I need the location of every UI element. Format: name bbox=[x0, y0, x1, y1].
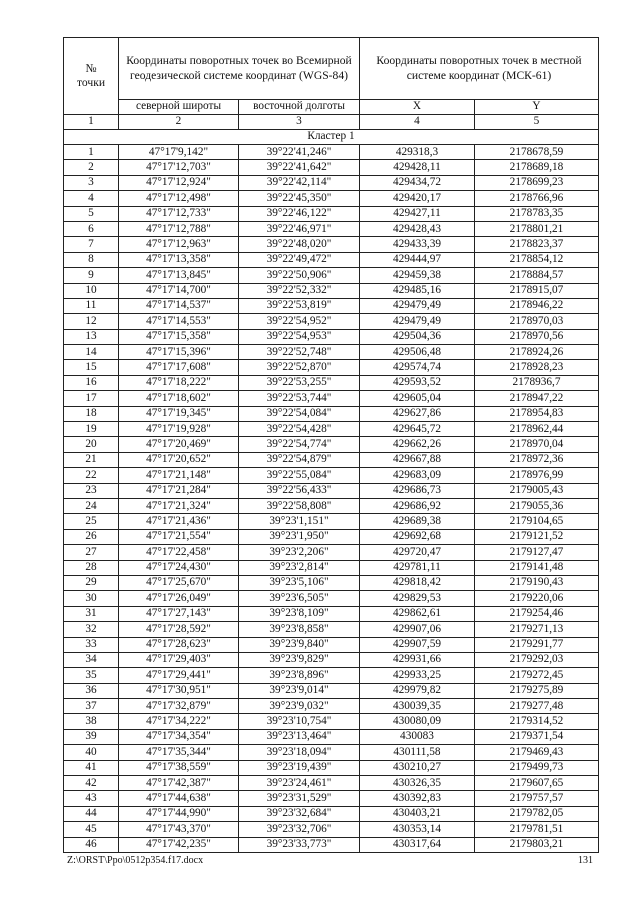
latitude-cell: 47°17'14,537" bbox=[119, 298, 239, 313]
longitude-cell: 39°23'32,706" bbox=[239, 822, 360, 837]
latitude-cell: 47°17'42,235" bbox=[119, 837, 239, 852]
point-number: 6 bbox=[64, 221, 119, 236]
latitude-cell: 47°17'9,142" bbox=[119, 145, 239, 160]
table-row bbox=[64, 406, 599, 421]
point-number: 1 bbox=[64, 145, 119, 160]
longitude-cell: 39°22'41,642" bbox=[239, 160, 360, 175]
x-cell: 429662,26 bbox=[360, 437, 475, 452]
y-cell: 2179271,13 bbox=[475, 622, 599, 637]
table-row bbox=[64, 514, 599, 529]
latitude-cell: 47°17'25,670" bbox=[119, 575, 239, 590]
x-cell: 429318,3 bbox=[360, 145, 475, 160]
x-cell: 429504,36 bbox=[360, 329, 475, 344]
x-cell: 429593,52 bbox=[360, 375, 475, 390]
x-cell: 429645,72 bbox=[360, 422, 475, 437]
y-cell: 2179757,57 bbox=[475, 791, 599, 806]
latitude-cell: 47°17'30,951" bbox=[119, 683, 239, 698]
table-row bbox=[64, 545, 599, 560]
x-cell: 430080,09 bbox=[360, 714, 475, 729]
point-number: 21 bbox=[64, 452, 119, 467]
x-cell: 429459,38 bbox=[360, 268, 475, 283]
latitude-cell: 47°17'15,396" bbox=[119, 345, 239, 360]
longitude-cell: 39°23'9,032" bbox=[239, 699, 360, 714]
x-cell: 429931,66 bbox=[360, 652, 475, 667]
point-number: 42 bbox=[64, 776, 119, 791]
latitude-cell: 47°17'24,430" bbox=[119, 560, 239, 575]
latitude-cell: 47°17'12,924" bbox=[119, 175, 239, 190]
table-row bbox=[64, 160, 599, 175]
y-cell: 2179781,51 bbox=[475, 822, 599, 837]
latitude-cell: 47°17'44,638" bbox=[119, 791, 239, 806]
subheader-row bbox=[64, 100, 599, 115]
table-row bbox=[64, 375, 599, 390]
table-row bbox=[64, 452, 599, 467]
table-row bbox=[64, 145, 599, 160]
x-cell: 429683,09 bbox=[360, 468, 475, 483]
y-cell: 2179127,47 bbox=[475, 545, 599, 560]
x-cell: 429829,53 bbox=[360, 591, 475, 606]
latitude-cell: 47°17'21,148" bbox=[119, 468, 239, 483]
longitude-cell: 39°23'9,840" bbox=[239, 637, 360, 652]
point-number: 17 bbox=[64, 391, 119, 406]
latitude-cell: 47°17'12,963" bbox=[119, 237, 239, 252]
point-number: 33 bbox=[64, 637, 119, 652]
point-number: 28 bbox=[64, 560, 119, 575]
point-number: 41 bbox=[64, 760, 119, 775]
x-cell: 429427,11 bbox=[360, 206, 475, 221]
x-cell: 429605,04 bbox=[360, 391, 475, 406]
longitude-cell: 39°22'54,952" bbox=[239, 314, 360, 329]
table-row bbox=[64, 191, 599, 206]
longitude-cell: 39°23'18,094" bbox=[239, 745, 360, 760]
x-cell: 429907,06 bbox=[360, 622, 475, 637]
latitude-cell: 47°17'19,928" bbox=[119, 422, 239, 437]
x-cell: 429720,47 bbox=[360, 545, 475, 560]
x-cell: 429627,86 bbox=[360, 406, 475, 421]
latitude-cell: 47°17'22,458" bbox=[119, 545, 239, 560]
longitude-cell: 39°23'1,151" bbox=[239, 514, 360, 529]
point-number: 32 bbox=[64, 622, 119, 637]
y-cell: 2178947,22 bbox=[475, 391, 599, 406]
y-cell: 2178970,03 bbox=[475, 314, 599, 329]
longitude-cell: 39°22'55,084" bbox=[239, 468, 360, 483]
longitude-cell: 39°22'52,332" bbox=[239, 283, 360, 298]
latitude-cell: 47°17'38,559" bbox=[119, 760, 239, 775]
latitude-cell: 47°17'27,143" bbox=[119, 606, 239, 621]
table-row bbox=[64, 683, 599, 698]
table-row bbox=[64, 529, 599, 544]
y-cell: 2179005,43 bbox=[475, 483, 599, 498]
latitude-cell: 47°17'12,498" bbox=[119, 191, 239, 206]
column-index: 3 bbox=[239, 115, 360, 130]
y-cell: 2179607,65 bbox=[475, 776, 599, 791]
table-row bbox=[64, 437, 599, 452]
y-cell: 2178689,18 bbox=[475, 160, 599, 175]
wgs84-group-header: Координаты поворотных точек во Всемирной геодезической системе координат (WGS-84) bbox=[119, 38, 360, 100]
latitude-cell: 47°17'14,700" bbox=[119, 283, 239, 298]
longitude-cell: 39°22'52,870" bbox=[239, 360, 360, 375]
point-number: 7 bbox=[64, 237, 119, 252]
table-row bbox=[64, 837, 599, 852]
latitude-cell: 47°17'19,345" bbox=[119, 406, 239, 421]
point-number: 29 bbox=[64, 575, 119, 590]
longitude-cell: 39°22'53,744" bbox=[239, 391, 360, 406]
cluster-label: Кластер 1 bbox=[64, 130, 599, 145]
y-cell: 2178970,04 bbox=[475, 437, 599, 452]
table-row bbox=[64, 668, 599, 683]
y-cell: 2178970,56 bbox=[475, 329, 599, 344]
point-number: 34 bbox=[64, 652, 119, 667]
x-cell: 429574,74 bbox=[360, 360, 475, 375]
table-row bbox=[64, 498, 599, 513]
x-cell: 429506,48 bbox=[360, 345, 475, 360]
x-cell: 429933,25 bbox=[360, 668, 475, 683]
latitude-cell: 47°17'21,324" bbox=[119, 498, 239, 513]
x-cell: 429485,16 bbox=[360, 283, 475, 298]
longitude-cell: 39°23'9,829" bbox=[239, 652, 360, 667]
y-cell: 2178976,99 bbox=[475, 468, 599, 483]
cluster-row bbox=[64, 130, 599, 145]
x-cell: 430039,35 bbox=[360, 699, 475, 714]
x-cell: 430403,21 bbox=[360, 806, 475, 821]
longitude-cell: 39°23'8,109" bbox=[239, 606, 360, 621]
table-row bbox=[64, 637, 599, 652]
x-cell: 430317,64 bbox=[360, 837, 475, 852]
table-row bbox=[64, 622, 599, 637]
x-header: X bbox=[360, 100, 475, 115]
latitude-cell: 47°17'43,370" bbox=[119, 822, 239, 837]
longitude-cell: 39°23'24,461" bbox=[239, 776, 360, 791]
msk61-group-header: Координаты поворотных точек в местной системе координат (МСК-61) bbox=[360, 38, 599, 100]
y-cell: 2179272,45 bbox=[475, 668, 599, 683]
latitude-cell: 47°17'20,469" bbox=[119, 437, 239, 452]
point-number: 37 bbox=[64, 699, 119, 714]
latitude-cell: 47°17'42,387" bbox=[119, 776, 239, 791]
point-number: 22 bbox=[64, 468, 119, 483]
point-number: 9 bbox=[64, 268, 119, 283]
page-number: 131 bbox=[578, 855, 593, 866]
y-cell: 2178854,12 bbox=[475, 252, 599, 267]
latitude-cell: 47°17'21,436" bbox=[119, 514, 239, 529]
point-number: 4 bbox=[64, 191, 119, 206]
y-cell: 2178946,22 bbox=[475, 298, 599, 313]
latitude-cell: 47°17'12,788" bbox=[119, 221, 239, 236]
longitude-cell: 39°23'2,814" bbox=[239, 560, 360, 575]
y-cell: 2178801,21 bbox=[475, 221, 599, 236]
x-cell: 429420,17 bbox=[360, 191, 475, 206]
latitude-cell: 47°17'35,344" bbox=[119, 745, 239, 760]
table-row bbox=[64, 591, 599, 606]
table-row bbox=[64, 575, 599, 590]
y-cell: 2179220,06 bbox=[475, 591, 599, 606]
x-cell: 429781,11 bbox=[360, 560, 475, 575]
y-cell: 2179055,36 bbox=[475, 498, 599, 513]
y-cell: 2179190,43 bbox=[475, 575, 599, 590]
point-number: 12 bbox=[64, 314, 119, 329]
x-cell: 430210,27 bbox=[360, 760, 475, 775]
longitude-cell: 39°22'46,122" bbox=[239, 206, 360, 221]
longitude-header: восточной долготы bbox=[239, 100, 360, 115]
coordinates-table bbox=[63, 37, 599, 853]
x-cell: 429862,61 bbox=[360, 606, 475, 621]
table-row bbox=[64, 745, 599, 760]
longitude-cell: 39°22'50,906" bbox=[239, 268, 360, 283]
longitude-cell: 39°23'31,529" bbox=[239, 791, 360, 806]
latitude-cell: 47°17'34,354" bbox=[119, 729, 239, 744]
y-cell: 2178954,83 bbox=[475, 406, 599, 421]
longitude-cell: 39°22'58,808" bbox=[239, 498, 360, 513]
x-cell: 430083 bbox=[360, 729, 475, 744]
y-cell: 2178766,96 bbox=[475, 191, 599, 206]
table-row bbox=[64, 714, 599, 729]
x-cell: 429818,42 bbox=[360, 575, 475, 590]
table-row bbox=[64, 175, 599, 190]
point-number: 20 bbox=[64, 437, 119, 452]
y-header: Y bbox=[475, 100, 599, 115]
point-number: 40 bbox=[64, 745, 119, 760]
latitude-cell: 47°17'21,554" bbox=[119, 529, 239, 544]
y-cell: 2179277,48 bbox=[475, 699, 599, 714]
point-number: 18 bbox=[64, 406, 119, 421]
table-row bbox=[64, 560, 599, 575]
table-row bbox=[64, 422, 599, 437]
latitude-cell: 47°17'18,222" bbox=[119, 375, 239, 390]
y-cell: 2179292,03 bbox=[475, 652, 599, 667]
point-number-header bbox=[64, 38, 119, 115]
longitude-cell: 39°22'54,428" bbox=[239, 422, 360, 437]
longitude-cell: 39°23'8,896" bbox=[239, 668, 360, 683]
point-number: 31 bbox=[64, 606, 119, 621]
point-number: 3 bbox=[64, 175, 119, 190]
table-row bbox=[64, 483, 599, 498]
point-number: 11 bbox=[64, 298, 119, 313]
x-cell: 429433,39 bbox=[360, 237, 475, 252]
longitude-cell: 39°23'8,858" bbox=[239, 622, 360, 637]
table-row bbox=[64, 252, 599, 267]
y-cell: 2178678,59 bbox=[475, 145, 599, 160]
x-cell: 430392,83 bbox=[360, 791, 475, 806]
x-cell: 430111,58 bbox=[360, 745, 475, 760]
y-cell: 2178962,44 bbox=[475, 422, 599, 437]
x-cell: 429907,59 bbox=[360, 637, 475, 652]
column-index: 4 bbox=[360, 115, 475, 130]
longitude-cell: 39°23'32,684" bbox=[239, 806, 360, 821]
latitude-cell: 47°17'44,990" bbox=[119, 806, 239, 821]
longitude-cell: 39°22'52,748" bbox=[239, 345, 360, 360]
y-cell: 2178915,07 bbox=[475, 283, 599, 298]
point-number: 5 bbox=[64, 206, 119, 221]
longitude-cell: 39°22'41,246" bbox=[239, 145, 360, 160]
point-number: 14 bbox=[64, 345, 119, 360]
table-row bbox=[64, 329, 599, 344]
point-number: 44 bbox=[64, 806, 119, 821]
table-row bbox=[64, 652, 599, 667]
y-cell: 2179104,65 bbox=[475, 514, 599, 529]
point-number: 15 bbox=[64, 360, 119, 375]
column-index-row bbox=[64, 115, 599, 130]
column-index: 2 bbox=[119, 115, 239, 130]
point-number: 30 bbox=[64, 591, 119, 606]
latitude-cell: 47°17'13,845" bbox=[119, 268, 239, 283]
latitude-cell: 47°17'12,733" bbox=[119, 206, 239, 221]
latitude-cell: 47°17'28,592" bbox=[119, 622, 239, 637]
longitude-cell: 39°22'54,774" bbox=[239, 437, 360, 452]
x-cell: 429692,68 bbox=[360, 529, 475, 544]
latitude-cell: 47°17'18,602" bbox=[119, 391, 239, 406]
latitude-cell: 47°17'32,879" bbox=[119, 699, 239, 714]
x-cell: 429979,82 bbox=[360, 683, 475, 698]
latitude-cell: 47°17'29,403" bbox=[119, 652, 239, 667]
table-row bbox=[64, 760, 599, 775]
point-number: 27 bbox=[64, 545, 119, 560]
x-cell: 429428,43 bbox=[360, 221, 475, 236]
longitude-cell: 39°23'13,464" bbox=[239, 729, 360, 744]
x-cell: 429434,72 bbox=[360, 175, 475, 190]
latitude-cell: 47°17'17,608" bbox=[119, 360, 239, 375]
y-cell: 2179291,77 bbox=[475, 637, 599, 652]
x-cell: 429444,97 bbox=[360, 252, 475, 267]
x-cell: 429667,88 bbox=[360, 452, 475, 467]
latitude-cell: 47°17'20,652" bbox=[119, 452, 239, 467]
latitude-header: северной широты bbox=[119, 100, 239, 115]
x-cell: 429428,11 bbox=[360, 160, 475, 175]
point-number: 23 bbox=[64, 483, 119, 498]
point-number: 19 bbox=[64, 422, 119, 437]
point-number: 39 bbox=[64, 729, 119, 744]
table-row bbox=[64, 314, 599, 329]
longitude-cell: 39°22'49,472" bbox=[239, 252, 360, 267]
longitude-cell: 39°22'48,020" bbox=[239, 237, 360, 252]
point-number: 2 bbox=[64, 160, 119, 175]
longitude-cell: 39°22'46,971" bbox=[239, 221, 360, 236]
table-row bbox=[64, 206, 599, 221]
column-index: 5 bbox=[475, 115, 599, 130]
point-number: 16 bbox=[64, 375, 119, 390]
y-cell: 2178884,57 bbox=[475, 268, 599, 283]
longitude-cell: 39°22'54,084" bbox=[239, 406, 360, 421]
point-number: 10 bbox=[64, 283, 119, 298]
longitude-cell: 39°23'6,505" bbox=[239, 591, 360, 606]
table-row bbox=[64, 283, 599, 298]
point-number: 24 bbox=[64, 498, 119, 513]
point-number: 35 bbox=[64, 668, 119, 683]
point-number: 36 bbox=[64, 683, 119, 698]
y-cell: 2178783,35 bbox=[475, 206, 599, 221]
table-row bbox=[64, 606, 599, 621]
longitude-cell: 39°22'54,879" bbox=[239, 452, 360, 467]
y-cell: 2179314,52 bbox=[475, 714, 599, 729]
header-row bbox=[64, 38, 599, 100]
y-cell: 2178699,23 bbox=[475, 175, 599, 190]
point-number: 13 bbox=[64, 329, 119, 344]
longitude-cell: 39°23'5,106" bbox=[239, 575, 360, 590]
y-cell: 2179254,46 bbox=[475, 606, 599, 621]
table-row bbox=[64, 791, 599, 806]
table-row bbox=[64, 391, 599, 406]
table-row bbox=[64, 237, 599, 252]
table-row bbox=[64, 298, 599, 313]
y-cell: 2179371,54 bbox=[475, 729, 599, 744]
longitude-cell: 39°22'45,350" bbox=[239, 191, 360, 206]
point-number: 8 bbox=[64, 252, 119, 267]
footer-file-path: Z:\ORST\Ppo\0512p354.f17.docx bbox=[67, 855, 204, 866]
x-cell: 429689,38 bbox=[360, 514, 475, 529]
point-number: 26 bbox=[64, 529, 119, 544]
x-cell: 429479,49 bbox=[360, 314, 475, 329]
column-index: 1 bbox=[64, 115, 119, 130]
latitude-cell: 47°17'28,623" bbox=[119, 637, 239, 652]
table-row bbox=[64, 822, 599, 837]
longitude-cell: 39°23'9,014" bbox=[239, 683, 360, 698]
longitude-cell: 39°23'2,206" bbox=[239, 545, 360, 560]
latitude-cell: 47°17'29,441" bbox=[119, 668, 239, 683]
table-row bbox=[64, 345, 599, 360]
y-cell: 2178823,37 bbox=[475, 237, 599, 252]
y-cell: 2178936,7 bbox=[475, 375, 599, 390]
x-cell: 429479,49 bbox=[360, 298, 475, 313]
longitude-cell: 39°23'10,754" bbox=[239, 714, 360, 729]
table-row bbox=[64, 468, 599, 483]
x-cell: 429686,92 bbox=[360, 498, 475, 513]
longitude-cell: 39°22'53,819" bbox=[239, 298, 360, 313]
latitude-cell: 47°17'13,358" bbox=[119, 252, 239, 267]
table-row bbox=[64, 699, 599, 714]
x-cell: 430326,35 bbox=[360, 776, 475, 791]
x-cell: 429686,73 bbox=[360, 483, 475, 498]
point-number: 43 bbox=[64, 791, 119, 806]
longitude-cell: 39°22'53,255" bbox=[239, 375, 360, 390]
latitude-cell: 47°17'15,358" bbox=[119, 329, 239, 344]
table-row bbox=[64, 268, 599, 283]
y-cell: 2179275,89 bbox=[475, 683, 599, 698]
longitude-cell: 39°22'42,114" bbox=[239, 175, 360, 190]
point-number: 38 bbox=[64, 714, 119, 729]
point-number: 45 bbox=[64, 822, 119, 837]
table-row bbox=[64, 221, 599, 236]
y-cell: 2179121,52 bbox=[475, 529, 599, 544]
longitude-cell: 39°23'19,439" bbox=[239, 760, 360, 775]
latitude-cell: 47°17'26,049" bbox=[119, 591, 239, 606]
y-cell: 2179141,48 bbox=[475, 560, 599, 575]
longitude-cell: 39°23'33,773" bbox=[239, 837, 360, 852]
y-cell: 2179782,05 bbox=[475, 806, 599, 821]
table-row bbox=[64, 776, 599, 791]
y-cell: 2179499,73 bbox=[475, 760, 599, 775]
x-cell: 430353,14 bbox=[360, 822, 475, 837]
point-number-symbol: № bbox=[85, 61, 97, 75]
y-cell: 2179803,21 bbox=[475, 837, 599, 852]
point-number-label: точки bbox=[76, 76, 106, 89]
latitude-cell: 47°17'21,284" bbox=[119, 483, 239, 498]
longitude-cell: 39°22'56,433" bbox=[239, 483, 360, 498]
y-cell: 2178924,26 bbox=[475, 345, 599, 360]
point-number: 25 bbox=[64, 514, 119, 529]
latitude-cell: 47°17'14,553" bbox=[119, 314, 239, 329]
point-number: 46 bbox=[64, 837, 119, 852]
y-cell: 2178928,23 bbox=[475, 360, 599, 375]
table-row bbox=[64, 806, 599, 821]
latitude-cell: 47°17'34,222" bbox=[119, 714, 239, 729]
longitude-cell: 39°23'1,950" bbox=[239, 529, 360, 544]
y-cell: 2179469,43 bbox=[475, 745, 599, 760]
latitude-cell: 47°17'12,703" bbox=[119, 160, 239, 175]
table-row bbox=[64, 360, 599, 375]
longitude-cell: 39°22'54,953" bbox=[239, 329, 360, 344]
y-cell: 2178972,36 bbox=[475, 452, 599, 467]
table-row bbox=[64, 729, 599, 744]
